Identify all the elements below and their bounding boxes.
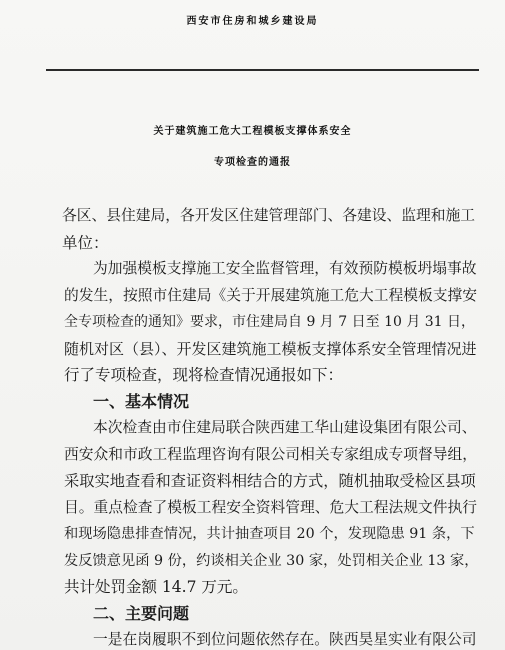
- intro-line-2: 的发生，按照市住建局《关于开展建筑施工危大工程模板支撑安: [64, 287, 477, 304]
- section-1-line-3: 采取实地查看和查证资料相结合的方式，随机抽取受检区县项: [64, 472, 476, 490]
- document-title-line-2: 专项检查的通报: [214, 157, 291, 168]
- intro-line-1: 为加强模板支撑施工安全监督管理，有效预防模板坍塌事故: [93, 260, 477, 277]
- intro-line-3: 全专项检查的通知》要求，市住建局自 9 月 7 日至 10 月 31 日，: [64, 314, 476, 330]
- letterhead-divider: [46, 69, 479, 71]
- section-1-line-7: 共计处罚金额 14.7 万元。: [64, 578, 248, 596]
- section-2-line-1: 一是在岗履职不到位问题依然存在。陕西昊星实业有限公司: [93, 631, 477, 648]
- document-title-line-1: 关于建筑施工危大工程模板支撑体系安全: [153, 126, 352, 137]
- section-1-line-2: 西安众和市政工程监理咨询有限公司相关专家组成专项督导组，: [64, 446, 477, 463]
- addressee-line-1: 各区、县住建局，各开发区住建管理部门、各建设、监理和施工: [62, 207, 475, 224]
- addressee-line-2: 单位：: [62, 234, 109, 252]
- section-1-line-5: 和现场隐患排查情况，共计抽查项目 20 个，发现隐患 91 条，下: [64, 526, 475, 542]
- org-letterhead: 西安市住房和城乡建设局: [186, 16, 319, 27]
- intro-line-5: 行了专项检查，现将检查情况通报如下：: [64, 366, 344, 384]
- section-2-heading: 二、主要问题: [93, 604, 190, 623]
- section-1-line-1: 本次检查由市住建局联合陕西建工华山建设集团有限公司、: [93, 419, 477, 436]
- section-1-heading: 一、基本情况: [93, 392, 190, 411]
- intro-line-4: 随机对区（县）、开发区建筑施工模板支撑体系安全管理情况进: [64, 340, 477, 358]
- section-1-line-4: 目。重点检查了模板工程安全资料管理、危大工程法规文件执行: [64, 499, 477, 516]
- section-1-line-6: 发反馈意见函 9 份，约谈相关企业 30 家，处罚相关企业 13 家，: [64, 553, 479, 569]
